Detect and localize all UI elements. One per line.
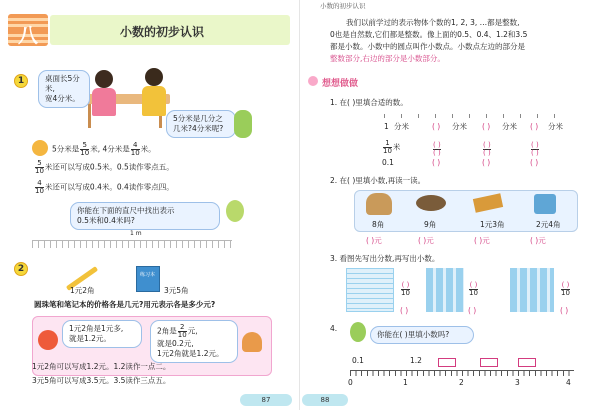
bee-character-icon xyxy=(226,200,244,222)
bubble-2-jiao: 2角是 $\frac{2}{10}$ 元, 就是0.2元, 1元2角就是1.2元。 xyxy=(150,320,238,363)
pen-price: 1元2角 xyxy=(70,286,95,295)
intro-line: 整数部分,右边的部分是小数部分。 xyxy=(330,54,445,63)
question-bubble xyxy=(166,110,236,138)
price-line-2: 3元5角可以写成3.5元。3.5读作三点五。 xyxy=(32,376,171,385)
running-header: 小数的初步认识 xyxy=(320,2,366,10)
question-2-label: 2. 在( )里填小数,再读一读。 xyxy=(330,176,426,185)
practice-flower-icon xyxy=(308,76,318,86)
ruler-label: 1 m xyxy=(130,230,142,237)
example-number-2: 2 xyxy=(14,262,28,276)
stick-panel-1 xyxy=(426,268,464,312)
stick-panel-2 xyxy=(510,268,554,312)
explain-line-1: $\frac{5}{10}$ 米还可以写成0.5米。0.5读作零点五。 xyxy=(35,159,174,175)
speech-line: 桌面长5分米, xyxy=(45,74,80,93)
intro-line: 都是小数。小数中的圆点叫作小数点。小数点左边的部分是 xyxy=(330,42,525,51)
answer-box[interactable] xyxy=(480,358,498,367)
question-line: 5分米是几分之 xyxy=(173,114,223,123)
answer-text: 米。 xyxy=(140,144,156,154)
question-4-label: 4. xyxy=(330,324,338,333)
bee-helper-icon xyxy=(350,322,366,342)
tip-line: 0.5米和0.4米吗? xyxy=(77,216,135,225)
item-price: 9角 xyxy=(424,220,437,229)
price-line-1: 1元2角可以写成1.2元。1.2读作一点二。 xyxy=(32,362,171,371)
number-line[interactable] xyxy=(350,370,574,376)
girl-figure xyxy=(95,70,113,88)
intro-line: 0也是自然数,它们都是整数。像上面的0.5、0.4、1.2和3.5 xyxy=(330,30,528,39)
question-3-label: 3. 看图先写出分数,再写出小数。 xyxy=(330,254,440,263)
speech-line: 宽4分米。 xyxy=(45,94,80,103)
example-2-question: 圆珠笔和笔记本的价格各是几元?用元表示各是多少元? xyxy=(34,300,216,309)
question-1-label: 1. 在( )里填合适的数。 xyxy=(330,98,408,107)
fish-icon xyxy=(416,195,446,211)
answer-box[interactable] xyxy=(438,358,456,367)
notebook-price: 3元5角 xyxy=(164,286,189,295)
dm-ruler xyxy=(384,114,560,118)
boy-body xyxy=(142,86,166,116)
intro-line: 我们以前学过的表示物体个数的1, 2, 3, …都是整数, xyxy=(346,18,520,27)
practice-title: 想想做做 xyxy=(322,76,358,89)
grid-panel-1 xyxy=(346,268,394,312)
speech-bubble-desk xyxy=(38,70,90,108)
mushroom-character-icon xyxy=(242,332,262,352)
girl-body xyxy=(92,88,116,116)
answer-box[interactable] xyxy=(518,358,536,367)
page-number-right: 88 xyxy=(302,394,348,406)
page-number-left: 87 xyxy=(240,394,292,406)
plant-character-icon xyxy=(234,110,252,138)
notebook-icon: 练习本 xyxy=(136,266,160,292)
page-divider xyxy=(299,0,300,410)
chapter-badge xyxy=(8,14,48,46)
boy-figure xyxy=(145,68,163,86)
ruler-tip-bubble xyxy=(70,202,220,230)
tip-line: 你能在下面的直尺中找出表示 xyxy=(77,206,175,215)
example-number-1: 1 xyxy=(14,74,28,88)
item-price: 1元3角 xyxy=(480,220,505,229)
fraction-5-10: $\frac{5}{10}$ xyxy=(80,141,90,157)
chapter-title-bar xyxy=(50,15,290,45)
chapter-title: 小数的初步认识 xyxy=(120,25,205,39)
lion-icon xyxy=(32,140,48,156)
tissue-box-icon xyxy=(534,194,556,214)
question-line: 几米?4分米呢? xyxy=(173,124,224,133)
answer-text: 5分米是 xyxy=(52,144,80,154)
bread-icon xyxy=(366,193,392,215)
number-line-tip: 你能在( )里填小数吗? xyxy=(370,326,474,344)
item-price: 8角 xyxy=(372,220,385,229)
fraction-4-10: $\frac{4}{10}$ xyxy=(130,141,140,157)
answer-bubble xyxy=(52,142,156,157)
answer-text: 米, 4分米是 xyxy=(90,144,130,154)
bubble-1-2-yuan: 1元2角是1元多, 就是1.2元。 xyxy=(62,320,142,348)
chapter-number: 八 xyxy=(18,23,38,47)
meter-ruler[interactable] xyxy=(32,240,232,248)
apple-character-icon xyxy=(38,330,58,350)
explain-line-2: $\frac{4}{10}$ 米还可以写成0.4米。0.4读作零点四。 xyxy=(35,179,174,195)
item-price: 2元4角 xyxy=(536,220,561,229)
